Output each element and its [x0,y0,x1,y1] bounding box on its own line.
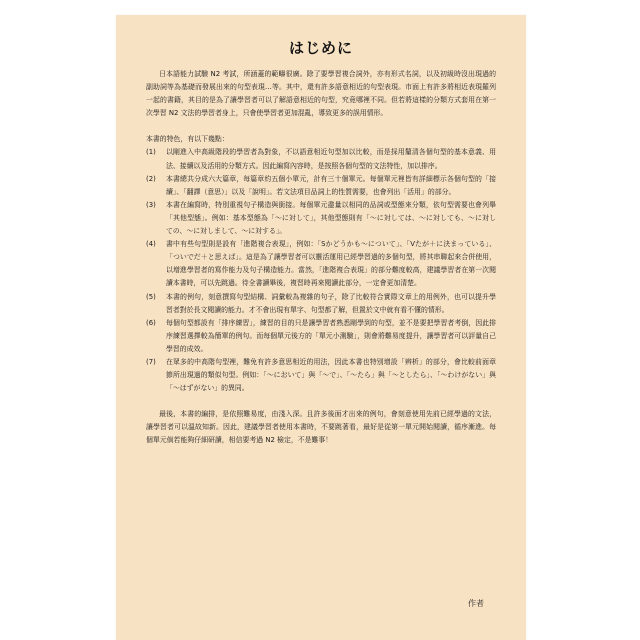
feature-text: 本書的例句，刻意撰寫句型結構、詞彙較為複雜的句子，除了比較符合實際文章上的用例外，也可以提升學習者對於長文閱讀的能力。才不會出現有單字、句型都了解，但置於文中就有看不懂的情形。 [166,292,496,314]
feature-text: 本書總共分成六大篇章，每篇章約五個小單元，計有三十個單元。每個單元裡皆有詳細標示各個句型的「接續」、「翻譯（意思）」以及「說明」。若文法項目品詞上的性質需要，也會列出「活用」的部分。 [166,174,496,196]
feature-item [146,291,496,317]
feature-item [146,199,496,238]
page-body [146,68,496,448]
feature-number: (5) [146,292,156,301]
closing-paragraph: 最後，本書的編排，是依照難易度，由淺入深。且許多後面才出來的例句，會刻意使用先前已經學過的文法，讓學習者可以溫故知新。因此，建議學習者使用本書時，不要跳著看，最好是從第一單元開始閱讀，循序漸進。每個單元倘若能夠仔細研讀，相信要考過 N2 檢定，不是難事！ [146,410,496,445]
feature-text: 本書在編寫時，特別重視句子構造與銜接。每個單元盡量以相同的品詞或型態來分類，依句型需要也會列舉「其他型態」。例如：基本型態為「～に対して」，其他型態則有「～に対しては、～に対しても、～に対しての、～に対しまして、～に対する」。 [166,200,496,236]
feature-number: (4) [146,240,156,249]
features-intro: 本書的特色，有以下幾點： [146,135,229,144]
feature-text: 在眾多的中高階句型裡，難免有許多意思相近的用法，因此本書也特別增設「辨析」的部分，會比較前面章節所出現過的類似句型。例如：「～において」與「～で」、「～たら」與「～としたら」、「～わけがない」與「～はずがない」的異同。 [166,357,496,393]
feature-item [146,356,496,395]
feature-item [146,173,496,199]
feature-number: (7) [146,357,156,366]
feature-number: (6) [146,318,156,327]
feature-item [146,317,496,356]
feature-item [146,238,496,290]
page-title: はじめに [288,39,353,57]
spacer [146,120,496,133]
feature-number: (2) [146,174,156,183]
feature-text: 書中有些句型則是設有「進階複合表現」，例如：「Sかどうかも～について」、「Vたが＋に決まっている」、「ついでだ＋と思えば」。這是為了讓學習者可以靈活運用已經學習過的多個句型，將其串聯起來合併使用，以增進學習者的寫作能力及句子構造能力。當然，「進階複合表現」的部分難度較高，建議學習者在第一次閱讀本書時，可以先跳過。待全書讀畢後，複習時再來閱讀此部分，一定會更加清楚。 [166,240,496,288]
spacer [146,395,496,408]
feature-text: 每個句型都設有「排序練習」，練習的目的只是讓學習者熟悉剛學到的句型，並不是要把學習者考倒，因此排序練習選擇較為簡單的例句。而每個單元後方的「單元小測驗」，則會將難易度提升，讓學習者可以評量自己學習的成效。 [166,318,496,353]
author-signature: 作者 [468,599,484,608]
feature-number: (1) [146,148,156,157]
book-page [116,15,526,640]
feature-text: 以剛進入中高級階段的學習者為對象，不以語意相近句型加以比較，而是採用釐清各個句型的基本意義、用法、接續以及活用的分類方式。因此編寫內容時，是按照各個句型的文法特性，加以排序。 [166,148,496,170]
feature-item [146,146,496,172]
intro-paragraph: 日本語能力試驗 N2 考試，所涵蓋的範疇很廣。除了要學習複合詞外，亦有形式名詞，以及初級時沒出現過的副助詞等為基礎而發展出來的句型表現…等。其中，還有許多語意相近的句型表現。市面上有許多將相近表現羅列一起的書籍，其目的是為了讓學習者可以了解語意相近的句型，究竟哪裡不同。但若將這樣的分類方式套用在第一次學習 N2 文法的學習者身上，只會使學習者更加混亂，導致更多的誤用情形。 [146,70,496,118]
feature-number: (3) [146,200,156,209]
